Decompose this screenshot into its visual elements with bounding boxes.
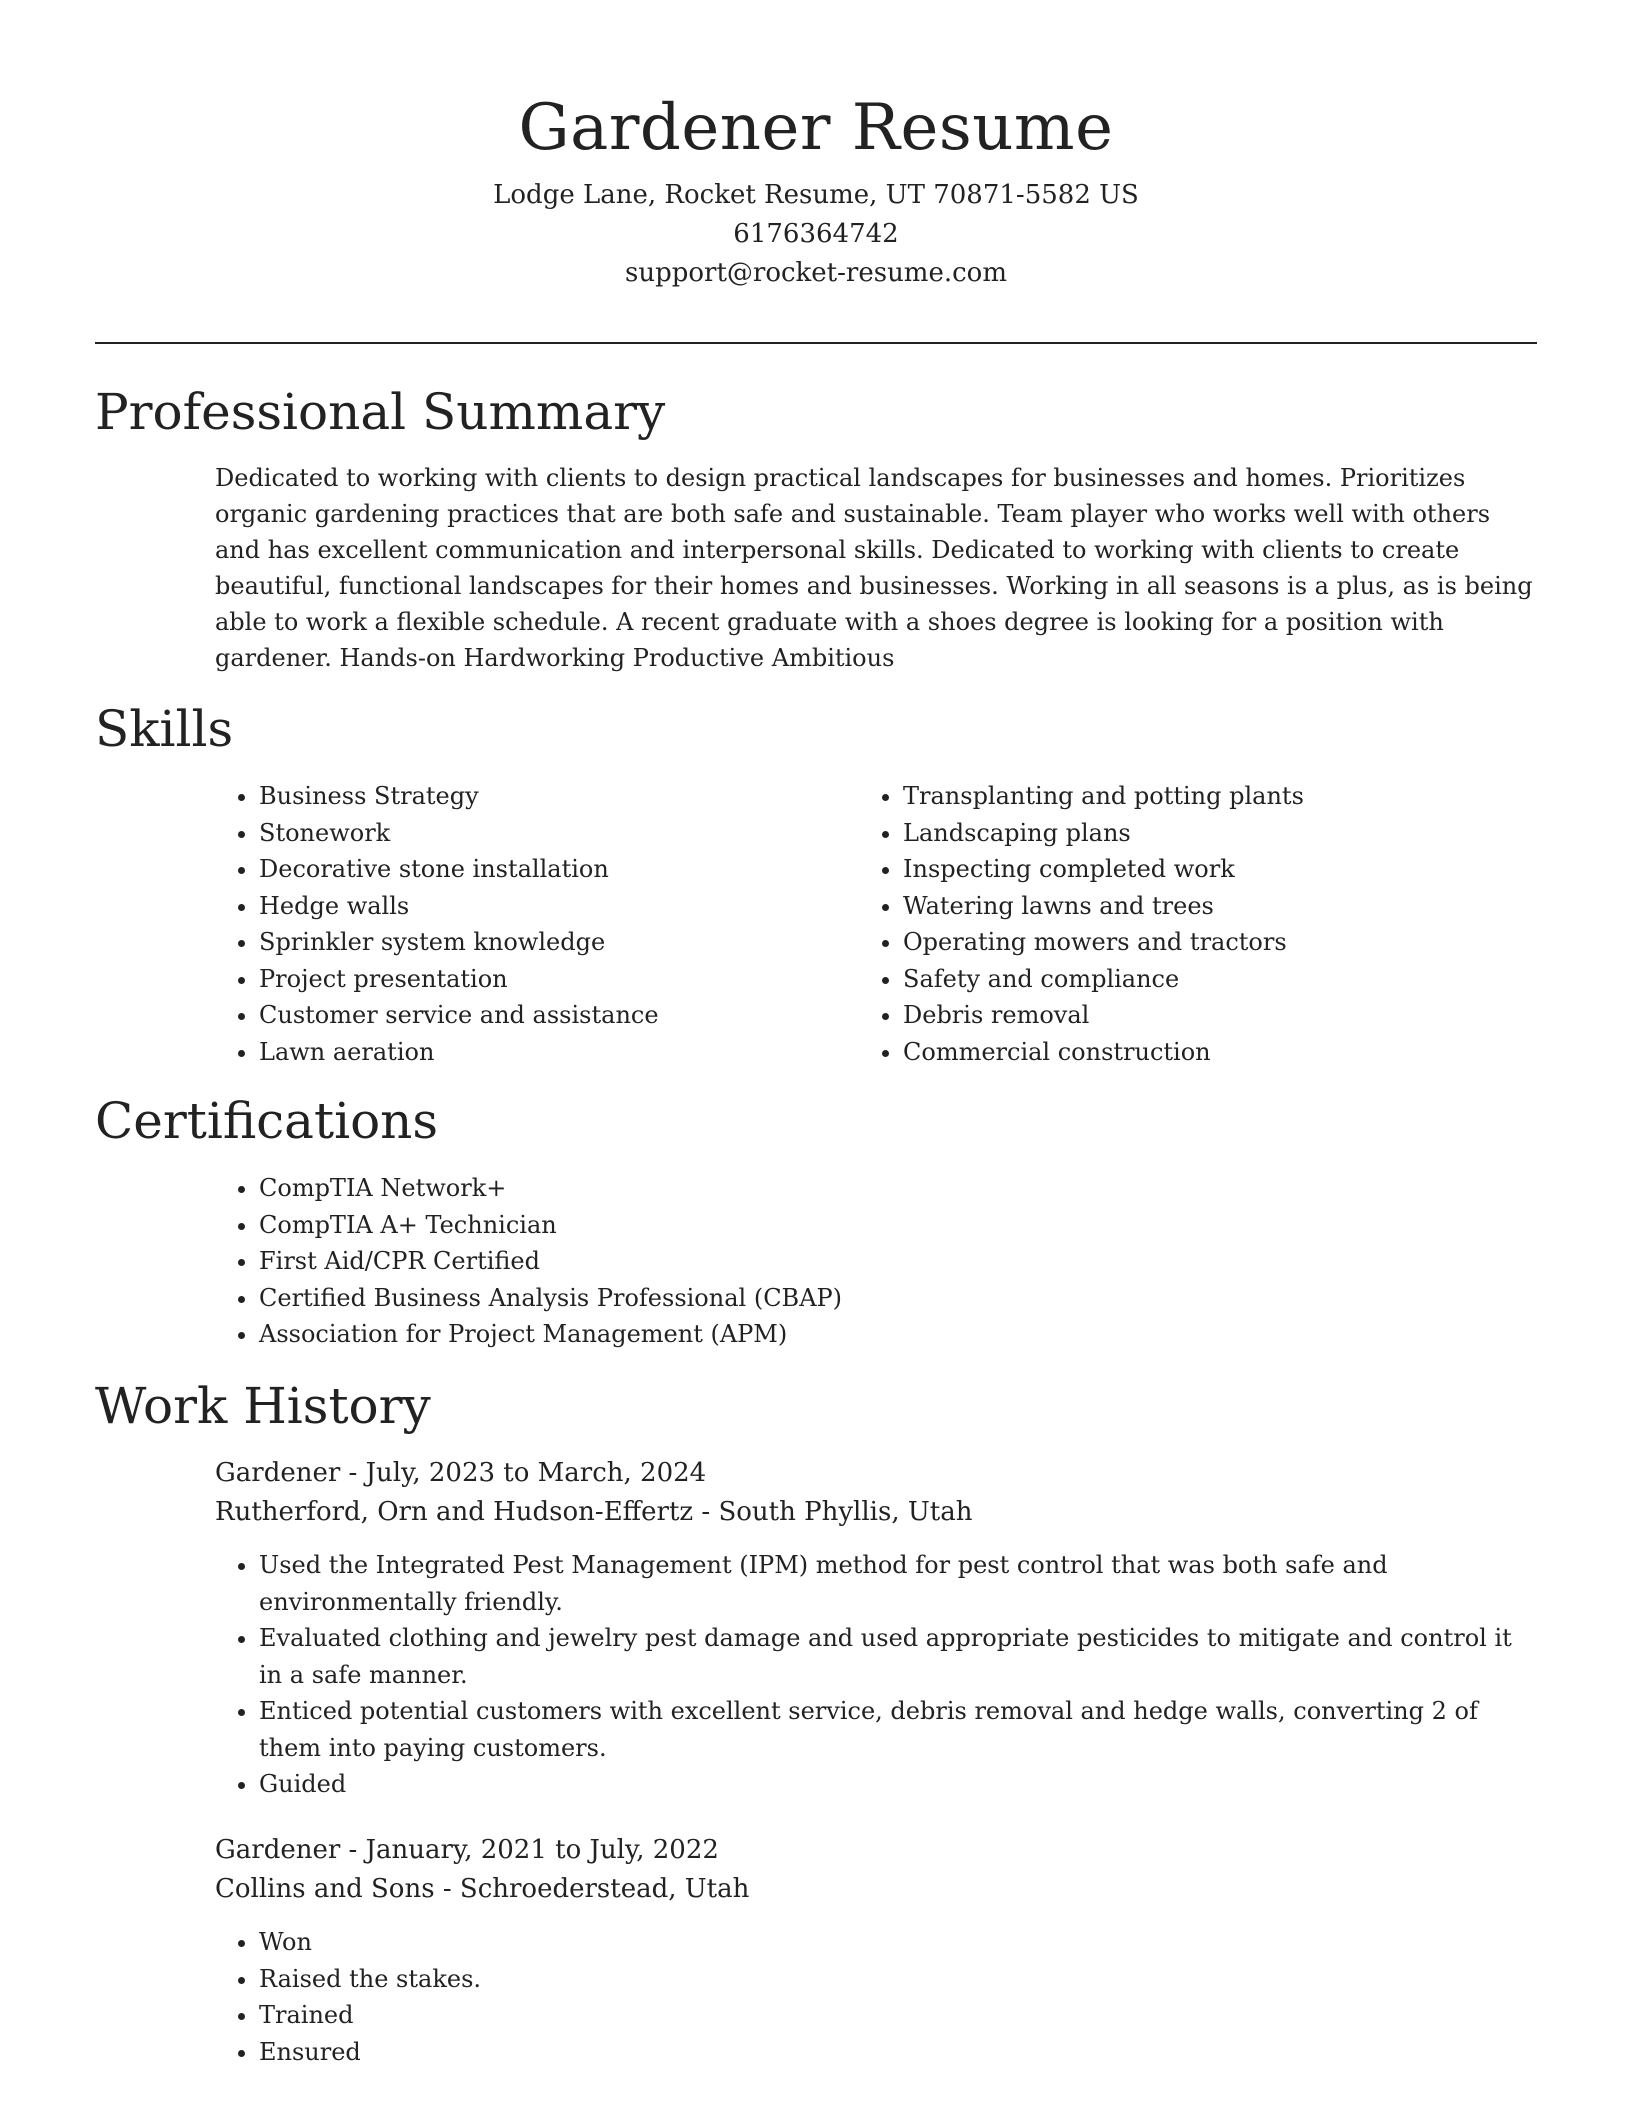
skill-item: • Landscaping plans xyxy=(903,815,1479,852)
certification-item: • Certified Business Analysis Professional (CBAP) xyxy=(259,1280,1537,1317)
job-title: Gardener xyxy=(215,1835,341,1865)
job-bullets xyxy=(215,1924,1537,2070)
skill-item: • Lawn aeration xyxy=(259,1034,835,1071)
job-company: Collins and Sons xyxy=(215,1874,435,1904)
job-bullet: • Raised the stakes. xyxy=(259,1961,1537,1998)
job-entry xyxy=(215,1454,1537,1803)
skill-item: • Sprinkler system knowledge xyxy=(259,924,835,961)
job-bullet: • Trained xyxy=(259,1997,1537,2034)
skill-item: • Business Strategy xyxy=(259,778,835,815)
contact-phone: 6176364742 xyxy=(733,219,899,249)
summary-body xyxy=(215,460,1537,676)
skills-list-left xyxy=(215,778,835,1070)
job-bullets xyxy=(215,1547,1537,1803)
skill-item: • Safety and compliance xyxy=(903,961,1479,998)
skill-item: • Customer service and assistance xyxy=(259,997,835,1034)
skill-item: • Project presentation xyxy=(259,961,835,998)
contact-address: Lodge Lane, Rocket Resume, UT 70871-5582 US xyxy=(493,180,1139,210)
job-title-line xyxy=(215,1454,1537,1493)
job-bullet: • Guided xyxy=(259,1766,1537,1803)
work-history-heading: Work History xyxy=(95,1377,431,1435)
skill-item: • Inspecting completed work xyxy=(903,851,1479,888)
job-dates: - January, 2021 to July, 2022 xyxy=(340,1835,719,1865)
skills-column-right xyxy=(859,778,1479,1070)
job-entry xyxy=(215,1831,1537,2070)
skill-item: • Debris removal xyxy=(903,997,1479,1034)
job-bullet: • Enticed potential customers with excellent service, debris removal and hedge walls, converting 2 of them into paying customers. xyxy=(259,1693,1537,1766)
skills-list-right xyxy=(859,778,1479,1070)
resume-header xyxy=(95,80,1537,293)
job-title-line xyxy=(215,1831,1537,1870)
skill-item: • Stonework xyxy=(259,815,835,852)
skill-item: • Operating mowers and tractors xyxy=(903,924,1479,961)
job-location: - South Phyllis, Utah xyxy=(693,1497,973,1527)
certifications-list xyxy=(215,1170,1537,1353)
skills-column-left xyxy=(215,778,835,1070)
job-bullet: • Used the Integrated Pest Management (IPM) method for pest control that was both safe and environmentally friendly. xyxy=(259,1547,1537,1620)
job-dates: - July, 2023 to March, 2024 xyxy=(340,1458,707,1488)
summary-text: Dedicated to working with clients to design practical landscapes for businesses and homes. Prioritizes organic gardening practices that are both safe and sustainable. Team player who works well with others and has excellent communication and interpersonal skills. Dedicated to working with clients to create beautiful, functional landscapes for their homes and businesses. Working in all seasons is a plus, as is being able to work a flexible schedule. A recent graduate with a shoes degree is looking for a position with gardener. Hands-on Hardworking Productive Ambitious xyxy=(215,464,1533,672)
skills-heading: Skills xyxy=(95,700,234,758)
header-divider xyxy=(95,342,1537,344)
certifications-body xyxy=(215,1170,1537,1353)
certifications-heading: Certifications xyxy=(95,1092,439,1150)
job-company-line xyxy=(215,1870,1537,1909)
job-company-line xyxy=(215,1493,1537,1532)
contact-email: support@rocket-resume.com xyxy=(624,258,1007,288)
certification-item: • First Aid/CPR Certified xyxy=(259,1243,1537,1280)
job-location: - Schroederstead, Utah xyxy=(434,1874,750,1904)
skill-item: • Commercial construction xyxy=(903,1034,1479,1071)
job-bullet: • Won xyxy=(259,1924,1537,1961)
certification-item: • CompTIA Network+ xyxy=(259,1170,1537,1207)
certification-item: • Association for Project Management (APM) xyxy=(259,1316,1537,1353)
job-bullet: • Ensured xyxy=(259,2034,1537,2071)
job-company: Rutherford, Orn and Hudson-Effertz xyxy=(215,1497,694,1527)
skill-item: • Transplanting and potting plants xyxy=(903,778,1479,815)
skill-item: • Decorative stone installation xyxy=(259,851,835,888)
skill-item: • Watering lawns and trees xyxy=(903,888,1479,925)
resume-title: Gardener Resume xyxy=(518,91,1114,165)
skill-item: • Hedge walls xyxy=(259,888,835,925)
job-title: Gardener xyxy=(215,1458,341,1488)
certification-item: • CompTIA A+ Technician xyxy=(259,1207,1537,1244)
summary-heading: Professional Summary xyxy=(95,383,666,441)
job-bullet: • Evaluated clothing and jewelry pest damage and used appropriate pesticides to mitigate and control it in a safe manner. xyxy=(259,1620,1537,1693)
